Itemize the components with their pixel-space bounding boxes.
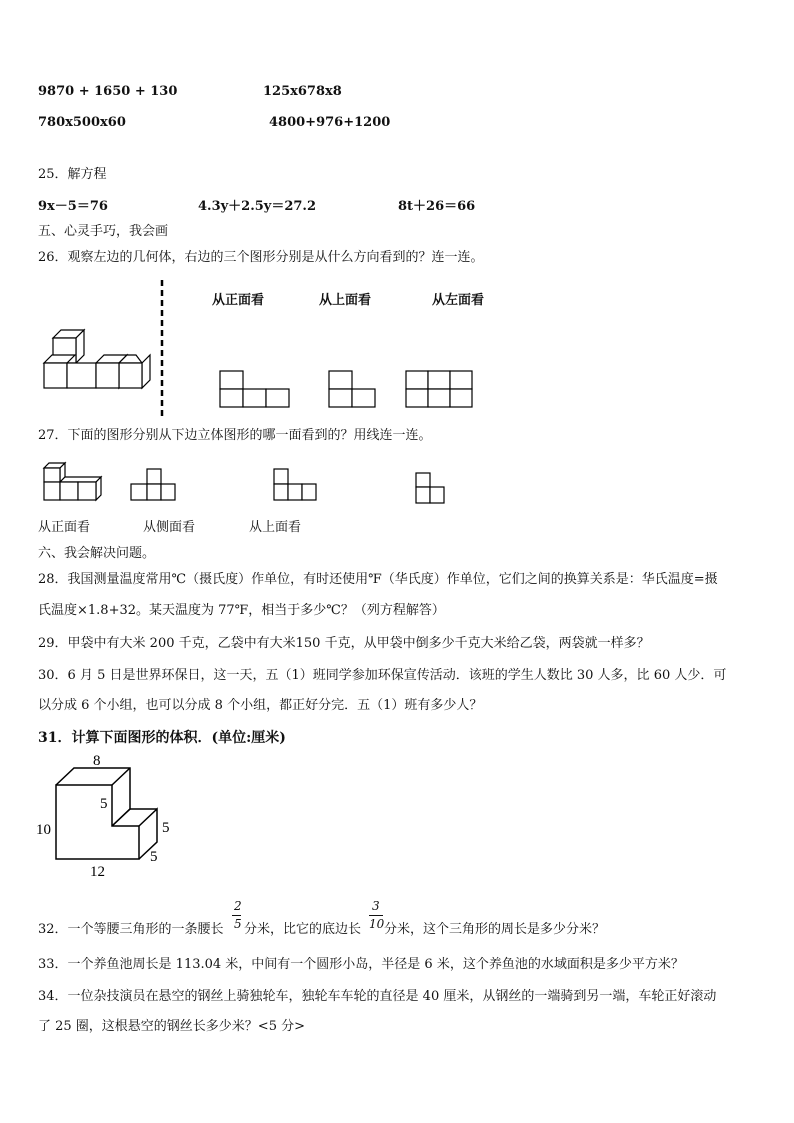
calc-expr-2: 125x678x8	[263, 84, 342, 99]
q27-label-top: 从上面看	[249, 520, 302, 535]
q25-eq-2: 4.3y＋2.5y＝27.2	[198, 199, 317, 214]
q26-text: 26．观察左边的几何体，右边的三个图形分别是从什么方向看到的？连一连。	[38, 250, 484, 265]
q32-fraction-2-numerator: 3	[372, 899, 380, 913]
q33-text: 33．一个养鱼池周长是 113.04 米，中间有一个圆形小岛，半径是 6 米，这个养鱼池的水域面积是多少平方米？	[38, 957, 684, 972]
q31-dim-depth: 5	[150, 849, 158, 865]
q30-line-1: 30．6 月 5 日是世界环保日，这一天，五（1）班同学参加环保宣传活动．该班的学生人数比 30 人多，比 60 人少．可	[38, 668, 727, 683]
q27-view-shape-1	[131, 469, 175, 500]
q32-text-c: 分米，这个三角形的周长是多少分米？	[384, 922, 606, 937]
q31-dim-top: 8	[93, 753, 101, 769]
calc-expr-1: 9870 + 1650 + 130	[38, 84, 178, 99]
q31-text: 31．计算下面图形的体积．(单位:厘米)	[38, 730, 286, 746]
section-6-heading: 六、我会解决问题。	[38, 546, 156, 561]
q27-text: 27．下面的图形分别从下边立体图形的哪一面看到的？用线连一连。	[38, 428, 432, 443]
q34-line-1: 34．一位杂技演员在悬空的钢丝上骑独轮车，独轮车车轮的直径是 40 厘米，从钢丝的一端骑到另一端，车轮正好滚动	[38, 989, 717, 1004]
q26-label-top: 从上面看	[319, 293, 372, 308]
q28-line-2: 氏温度×1.8+32。某天温度为 77℉，相当于多少℃？（列方程解答）	[38, 603, 445, 618]
q27-solid-cubes	[44, 463, 101, 500]
q26-label-left: 从左面看	[432, 293, 485, 308]
q30-line-2: 以分成 6 个小组，也可以分成 8 个小组，都正好分完．五（1）班有多少人？	[38, 698, 483, 713]
q26-view-shape-2	[329, 371, 375, 407]
q27-label-side: 从侧面看	[143, 520, 196, 535]
q29-text: 29．甲袋中有大米 200 千克，乙袋中有大米150 千克，从甲袋中倒多少千克大米给乙袋，两袋就一样多？	[38, 636, 650, 651]
q27-view-shape-3	[416, 473, 444, 503]
q27-view-shape-2	[274, 469, 316, 500]
q26-solid-cubes	[44, 330, 150, 388]
q32-fraction-1-denominator: 5	[234, 917, 242, 931]
q32-text-a: 32．一个等腰三角形的一条腰长	[38, 922, 224, 937]
q28-line-1: 28．我国测量温度常用℃（摄氏度）作单位，有时还使用℉（华氏度）作单位，它们之间的换算关系是：华氏温度=摄	[38, 572, 718, 587]
q31-solid-outline	[56, 768, 157, 859]
q31-figure	[30, 748, 190, 880]
q34-line-2: 了 25 圈，这根悬空的钢丝长多少米？<5 分>	[38, 1019, 305, 1034]
q25-title: 25．解方程	[38, 167, 107, 182]
q26-view-shape-1	[220, 371, 289, 407]
calc-expr-3: 780x500x60	[38, 115, 126, 130]
section-5-heading: 五、心灵手巧，我会画	[38, 224, 169, 239]
q31-dim-step: 5	[100, 796, 108, 812]
q27-figure	[38, 455, 458, 510]
q25-eq-3: 8t＋26＝66	[398, 199, 476, 214]
q31-dim-right: 5	[162, 820, 170, 836]
q32-fraction-1-numerator: 2	[234, 899, 242, 913]
q26-label-front: 从正面看	[212, 293, 265, 308]
calc-expr-4: 4800+976+1200	[269, 115, 391, 130]
q31-dim-bottom: 12	[90, 864, 105, 880]
q26-view-shape-3	[406, 371, 472, 407]
q32-fraction-2-denominator: 10	[369, 917, 385, 931]
q25-eq-1: 9x－5＝76	[38, 199, 108, 214]
q31-dim-left: 10	[36, 822, 51, 838]
q27-label-front: 从正面看	[38, 520, 91, 535]
q32-text-b: 分米，比它的底边长	[244, 922, 362, 937]
